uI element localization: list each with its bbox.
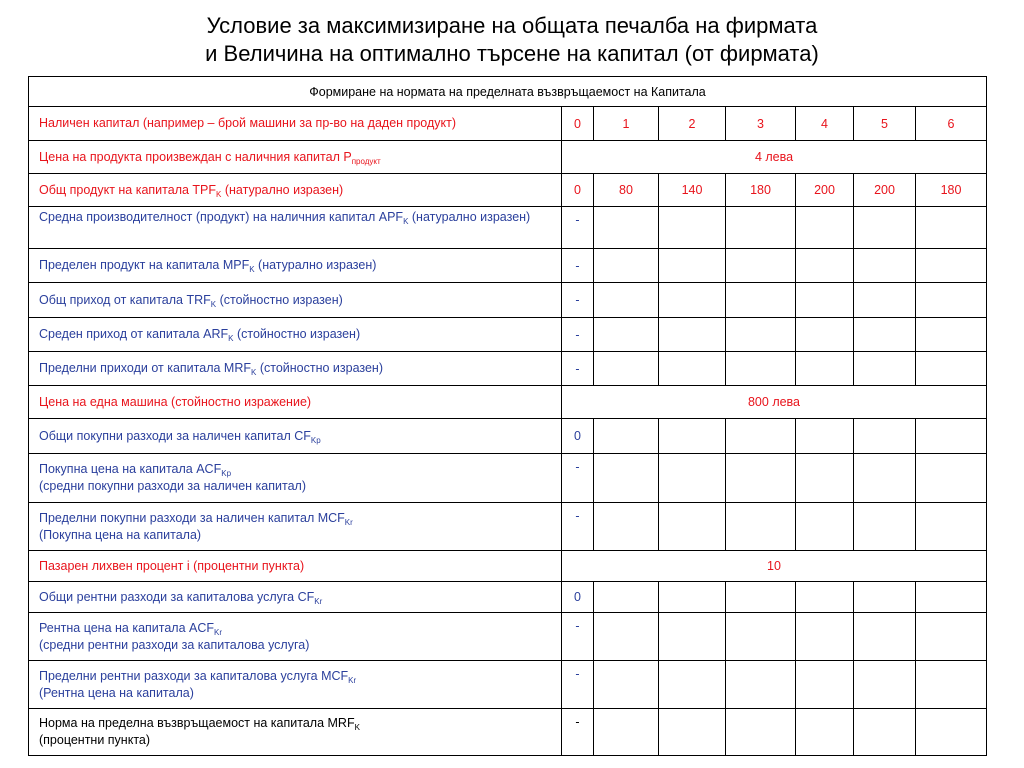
label-subscript: Kp	[221, 469, 232, 478]
cell	[916, 419, 987, 454]
label-subscript: K	[216, 189, 222, 199]
cell	[796, 454, 854, 503]
merged-cell: 800 лева	[562, 386, 987, 419]
label-subscript: K	[249, 265, 255, 274]
cell	[726, 352, 796, 386]
cell: -	[562, 249, 594, 283]
label-subscript: K	[354, 723, 360, 732]
cell: -	[562, 454, 594, 503]
cell	[594, 207, 659, 249]
label-subscript: Kp	[310, 435, 321, 445]
cell	[726, 709, 796, 756]
cell: 0	[562, 174, 594, 207]
cell	[726, 318, 796, 352]
cell	[659, 283, 726, 318]
table-row	[29, 318, 987, 352]
table-row	[29, 141, 987, 174]
cell: 180	[726, 174, 796, 207]
cell	[854, 661, 916, 709]
table-row	[29, 107, 987, 141]
cell	[796, 709, 854, 756]
cell	[796, 283, 854, 318]
cell	[594, 249, 659, 283]
cell	[659, 318, 726, 352]
label-line-2: (средни покупни разходи за наличен капитал)	[39, 479, 306, 493]
cell	[796, 207, 854, 249]
cell: 5	[854, 107, 916, 141]
row-label	[29, 419, 562, 454]
row-label: Цена на една машина (стойностно изражение)	[29, 386, 562, 419]
label-text: Общи рентни разходи за капиталова услуга CF	[39, 589, 315, 604]
cell	[726, 582, 796, 613]
cell	[916, 582, 987, 613]
table-row	[29, 352, 987, 386]
cell: 3	[726, 107, 796, 141]
cell	[916, 454, 987, 503]
cell: -	[562, 503, 594, 551]
merged-cell: 10	[562, 551, 987, 582]
label-subscript: K	[228, 334, 234, 343]
capital-return-table	[28, 76, 987, 756]
cell	[659, 454, 726, 503]
cell	[916, 283, 987, 318]
cell	[796, 249, 854, 283]
table-row	[29, 613, 987, 661]
cell: 2	[659, 107, 726, 141]
row-label	[29, 174, 562, 207]
cell	[594, 419, 659, 454]
title-line-2: и Величина на оптимално търсене на капитал (от фирмата)	[205, 41, 819, 66]
cell: -	[562, 352, 594, 386]
label-subscript: Kr	[348, 675, 357, 685]
cell	[854, 419, 916, 454]
cell	[796, 661, 854, 709]
row-label	[29, 207, 562, 249]
cell	[916, 318, 987, 352]
title-line-1: Условие за максимизиране на общата печалба на фирмата	[206, 13, 818, 38]
row-label	[29, 661, 562, 709]
table-row	[29, 661, 987, 709]
row-label	[29, 613, 562, 661]
table-row	[29, 454, 987, 503]
label-subscript: K	[251, 368, 257, 377]
cell	[726, 503, 796, 551]
page-title	[0, 12, 1024, 68]
table-row	[29, 207, 987, 249]
cell: 80	[594, 174, 659, 207]
cell: -	[562, 207, 594, 249]
label-subscript: Kr	[344, 517, 353, 527]
label-subscript: K	[210, 299, 217, 309]
cell	[916, 207, 987, 249]
cell	[726, 249, 796, 283]
cell	[594, 661, 659, 709]
cell: 0	[562, 107, 594, 141]
cell	[594, 582, 659, 613]
cell	[659, 419, 726, 454]
cell	[796, 582, 854, 613]
cell: -	[562, 318, 594, 352]
table-row	[29, 386, 987, 419]
cell	[854, 249, 916, 283]
cell	[854, 318, 916, 352]
cell	[796, 613, 854, 661]
label-text: Пределни рентни разходи за капиталова услуга MCF	[39, 668, 349, 683]
cell	[854, 352, 916, 386]
label-subscript: K	[403, 217, 409, 226]
cell: 200	[854, 174, 916, 207]
cell	[796, 419, 854, 454]
label-subscript: Kr	[214, 627, 223, 637]
label-line-2: (средни рентни разходи за капиталова услуга)	[39, 637, 310, 652]
label-line-2: (процентни пункта)	[39, 733, 151, 747]
label-suffix: (стойностно изразен)	[256, 361, 383, 375]
row-label	[29, 141, 562, 174]
cell	[726, 613, 796, 661]
row-label	[29, 709, 562, 756]
label-subscript: продукт	[351, 156, 381, 166]
cell	[659, 503, 726, 551]
cell	[659, 207, 726, 249]
cell	[854, 613, 916, 661]
table-header: Формиране на нормата на пределната възвръщаемост на Капитала	[29, 77, 987, 107]
table-row	[29, 551, 987, 582]
table-row	[29, 582, 987, 613]
cell	[796, 352, 854, 386]
cell	[594, 318, 659, 352]
cell	[916, 709, 987, 756]
cell	[594, 454, 659, 503]
label-suffix: (стойностно изразен)	[216, 292, 343, 307]
cell	[659, 582, 726, 613]
cell	[659, 352, 726, 386]
cell	[594, 709, 659, 756]
row-label	[29, 283, 562, 318]
cell	[594, 283, 659, 318]
table-row	[29, 174, 987, 207]
cell	[726, 419, 796, 454]
label-text: Норма на пределна възвръщаемост на капитала MRF	[39, 716, 355, 730]
cell	[796, 318, 854, 352]
cell: 180	[916, 174, 987, 207]
label-text: Общи покупни разходи за наличен капитал CF	[39, 428, 311, 443]
cell	[726, 207, 796, 249]
cell: 0	[562, 419, 594, 454]
cell: 0	[562, 582, 594, 613]
cell: -	[562, 661, 594, 709]
row-label	[29, 582, 562, 613]
table-row	[29, 419, 987, 454]
cell	[659, 613, 726, 661]
table-row	[29, 283, 987, 318]
cell	[594, 613, 659, 661]
cell	[854, 709, 916, 756]
row-label: Наличен капитал (например – брой машини за пр-во на даден продукт)	[29, 107, 562, 141]
cell	[726, 454, 796, 503]
cell	[916, 503, 987, 551]
label-suffix: (натурално изразен)	[221, 182, 344, 197]
label-line-2: (Рентна цена на капитала)	[39, 685, 194, 700]
cell: -	[562, 613, 594, 661]
label-text: Пределни покупни разходи за наличен капитал MCF	[39, 510, 345, 525]
cell: 200	[796, 174, 854, 207]
cell: 4	[796, 107, 854, 141]
merged-cell: 4 лева	[562, 141, 987, 174]
cell: -	[562, 709, 594, 756]
cell	[594, 352, 659, 386]
cell: 1	[594, 107, 659, 141]
cell	[854, 503, 916, 551]
table-row	[29, 249, 987, 283]
label-subscript: Kr	[314, 596, 323, 606]
row-label	[29, 249, 562, 283]
cell	[659, 249, 726, 283]
cell: 140	[659, 174, 726, 207]
cell	[916, 661, 987, 709]
cell	[854, 283, 916, 318]
cell	[726, 661, 796, 709]
table-row	[29, 503, 987, 551]
cell	[594, 503, 659, 551]
cell	[916, 352, 987, 386]
label-text: Пределен продукт на капитала MPF	[39, 258, 250, 272]
cell	[854, 582, 916, 613]
cell	[726, 283, 796, 318]
label-text: Цена на продукта произвеждан с наличния капитал P	[39, 149, 352, 164]
cell	[659, 661, 726, 709]
label-suffix: (натурално изразен)	[408, 210, 531, 224]
label-line-2: (Покупна цена на капитала)	[39, 527, 202, 542]
label-text: Среден приход от капитала ARF	[39, 327, 229, 341]
label-text: Рентна цена на капитала ACF	[39, 620, 215, 635]
row-label	[29, 503, 562, 551]
label-text: Покупна цена на капитала ACF	[39, 462, 222, 476]
label-suffix: (стойностно изразен)	[233, 327, 361, 341]
cell: 6	[916, 107, 987, 141]
table-header-row	[29, 77, 987, 107]
cell	[659, 709, 726, 756]
cell	[854, 454, 916, 503]
cell	[916, 613, 987, 661]
label-text: Средна производителност (продукт) на наличния капитал APF	[39, 210, 404, 224]
label-text: Пределни приходи от капитала MRF	[39, 361, 251, 375]
label-suffix: (натурално изразен)	[254, 258, 377, 272]
cell	[796, 503, 854, 551]
cell: -	[562, 283, 594, 318]
cell	[916, 249, 987, 283]
table-row	[29, 709, 987, 756]
row-label	[29, 454, 562, 503]
label-text: Общ приход от капитала TRF	[39, 292, 211, 307]
label-text: Общ продукт на капитала TPF	[39, 182, 217, 197]
cell	[854, 207, 916, 249]
row-label	[29, 318, 562, 352]
row-label: Пазарен лихвен процент i (процентни пункта)	[29, 551, 562, 582]
row-label	[29, 352, 562, 386]
